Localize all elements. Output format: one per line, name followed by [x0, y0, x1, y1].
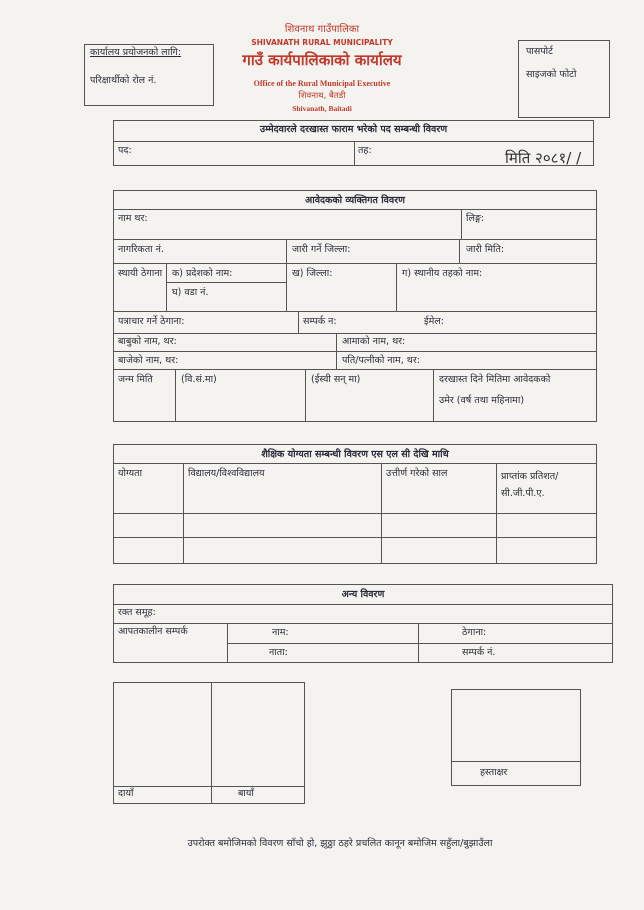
education-section-title: शैक्षिक योग्यता सम्बन्धी विवरण एस एल सी देखि माथि: [261, 449, 449, 460]
age-unit-label: उमेर (वर्ष तथा महिनामा): [439, 395, 525, 406]
emergency-contact-label: आपतकालीन सम्पर्क: [118, 626, 188, 637]
mother-name-label: आमाको नाम, थर:: [342, 336, 406, 347]
declaration-text: उपरोक्त बमोजिमको विवरण साँचो हो, झुठ्ठा ठहरे प्रचलित कानून बमोजिम सहुँला/बुझाउँला: [187, 838, 493, 849]
post-section-title: उम्मेदवारले दरखास्त फाराम भरेको पद सम्बन्धी विवरण: [259, 124, 448, 135]
personal-section-title: आवेदकको व्यक्तिगत विवरण: [305, 195, 405, 206]
dob-ad-label: (ईस्वी सन् मा): [311, 374, 361, 385]
contact-label: सम्पर्क न:: [303, 316, 337, 327]
divider: [113, 263, 597, 264]
header-en-office: Office of the Rural Municipal Executive: [253, 79, 391, 88]
email-label: ईमेल:: [424, 316, 444, 327]
roll-number-label: परिक्षार्थीको रोल नं.: [90, 75, 157, 86]
divider: [113, 513, 597, 514]
blood-group-label: रक्त समूह:: [118, 607, 156, 618]
divider: [113, 333, 597, 334]
emergency-address-label: ठेगाना:: [462, 627, 487, 638]
divider: [166, 282, 286, 283]
emergency-contact-number-label: सम्पर्क नं.: [462, 647, 496, 658]
divider: [113, 351, 597, 352]
issue-date-label: जारी मिति:: [466, 244, 505, 255]
education-section: [113, 444, 597, 564]
district-label: ख) जिल्ला:: [292, 268, 333, 279]
divider: [166, 263, 167, 311]
dob-bs-label: (वि.सं.मा): [181, 374, 217, 385]
citizenship-label: नागरिकता नं.: [118, 244, 164, 255]
photo-label-1: पासपोर्ट: [526, 46, 553, 57]
header-np-office: गाउँ कार्यपालिकाको कार्यालय: [242, 51, 402, 69]
personal-section: [113, 190, 597, 422]
divider: [286, 239, 287, 263]
divider: [418, 623, 419, 663]
divider: [354, 141, 355, 166]
header-en-municipality: SHIVANATH RURAL MUNICIPALITY: [251, 38, 393, 47]
divider: [396, 263, 397, 311]
divider: [298, 311, 299, 333]
handwritten-date: मिति २०८१/ /: [505, 149, 582, 167]
left-thumb-label: बायाँ: [238, 788, 254, 799]
father-name-label: बाबुको नाम, थर:: [118, 336, 177, 347]
spouse-name-label: पति/पत्नीको नाम, थर:: [342, 355, 420, 366]
divider: [113, 209, 597, 210]
divider: [451, 761, 581, 762]
divider: [433, 369, 434, 422]
divider: [175, 369, 176, 422]
header-np-address: शिवनाथ, बैतडी: [298, 91, 346, 101]
col-qualification: योग्यता: [118, 468, 143, 479]
province-label: क) प्रदेशको नाम:: [172, 268, 233, 279]
post-label: पद:: [118, 145, 132, 156]
col-percentage: प्राप्तांक प्रतिशत/सी.जी.पी.ए.: [501, 471, 559, 499]
divider: [461, 209, 462, 239]
divider: [286, 263, 287, 311]
ward-label: घ) वडा नं.: [172, 287, 209, 298]
divider: [227, 643, 613, 644]
divider: [113, 239, 597, 240]
name-label: नाम थर:: [118, 213, 148, 224]
divider: [459, 239, 460, 263]
divider: [113, 604, 613, 605]
divider: [113, 537, 597, 538]
col-institution: विद्यालय/विश्वविद्यालय: [188, 468, 265, 479]
header-en-address: Shivanath, Baitadi: [292, 104, 352, 113]
divider: [113, 463, 597, 464]
header-np-municipality: शिवनाथ गाउँपालिका: [284, 24, 360, 35]
office-use-title: कार्यालय प्रयोजनको लागि:: [90, 47, 182, 58]
divider: [113, 311, 597, 312]
grandfather-name-label: बाजेको नाम, थर:: [118, 355, 179, 366]
age-label: दरखास्त दिने मितिमा आवेदकको: [439, 374, 551, 385]
divider: [305, 369, 306, 422]
gender-label: लिङ्ग:: [466, 213, 485, 224]
local-level-label: ग) स्थानीय तहको नाम:: [402, 268, 483, 279]
divider: [113, 369, 597, 370]
emergency-name-label: नाम:: [272, 627, 289, 638]
mailing-address-label: पत्राचार गर्ने ठेगाना:: [118, 316, 185, 327]
divider: [113, 786, 305, 787]
emergency-relation-label: नाता:: [269, 647, 288, 658]
signature-label: हस्ताक्षर: [480, 767, 508, 778]
photo-label-2: साइजको फोटो: [526, 69, 577, 80]
dob-label: जन्म मिति: [118, 374, 153, 385]
permanent-address-label: स्थायी ठेगाना: [118, 268, 163, 279]
col-passed-year: उत्तीर्ण गरेको साल: [386, 468, 448, 479]
divider: [113, 623, 613, 624]
right-thumb-label: दायाँ: [118, 788, 134, 799]
level-label: तह:: [358, 145, 372, 156]
other-section-title: अन्य विवरण: [341, 589, 385, 600]
issue-district-label: जारी गर्ने जिल्ला:: [292, 244, 351, 255]
signature-box: [451, 689, 581, 786]
